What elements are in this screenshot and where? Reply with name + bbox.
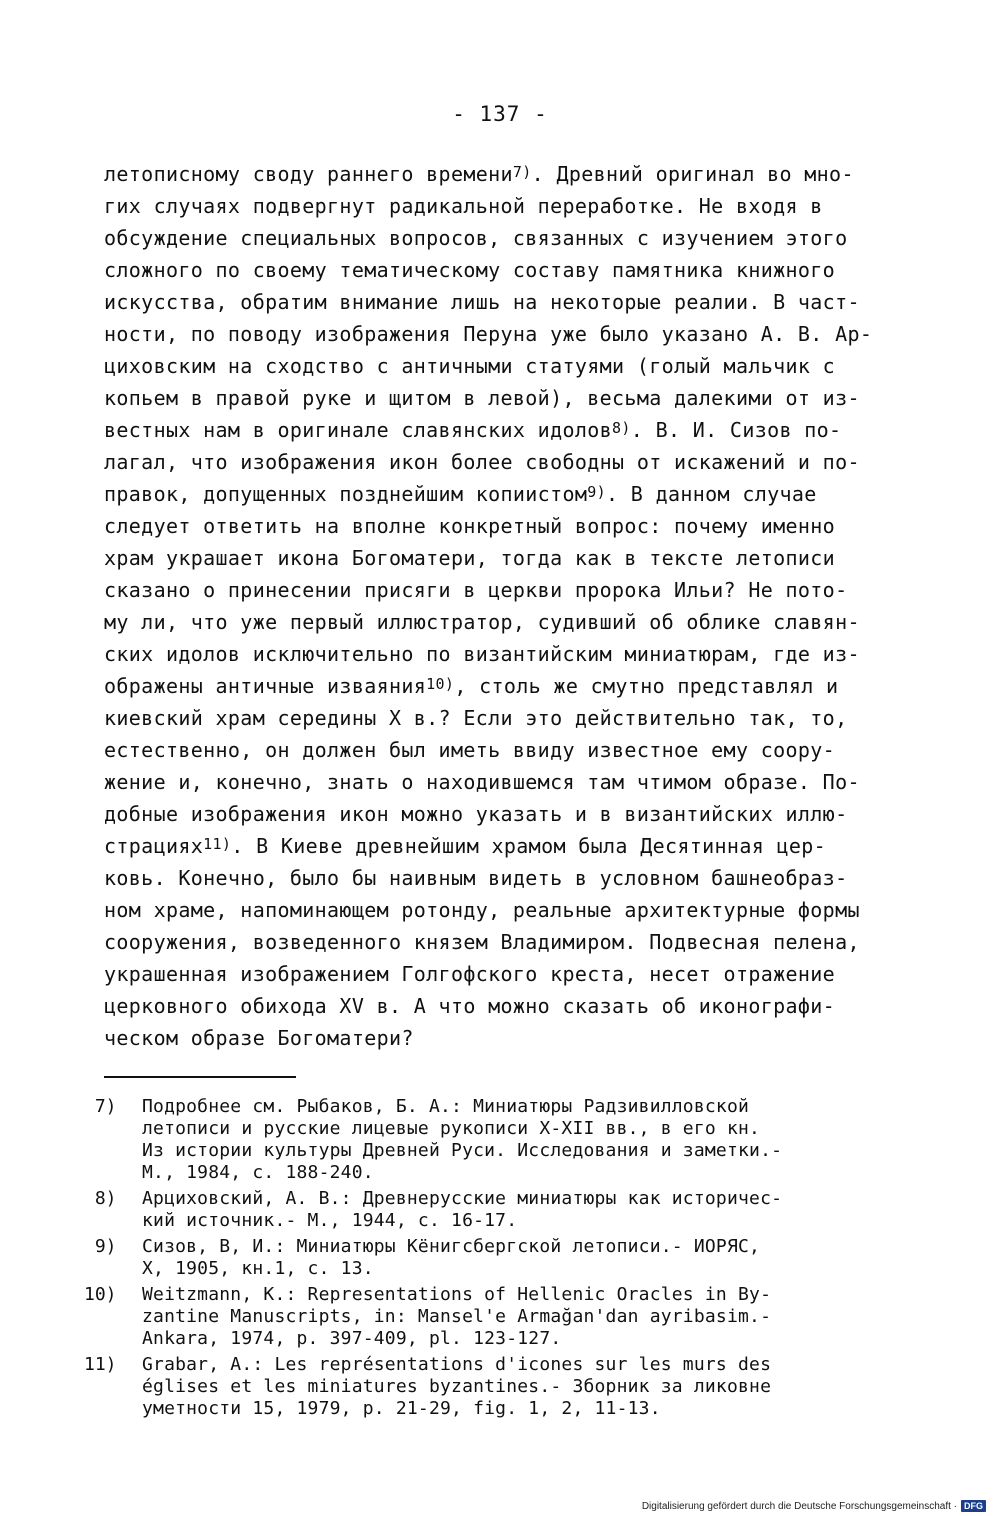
text-segment: гих случаях подвергнут радикальной переработке. Не входя в [104,194,823,218]
text-segment: . Древний оригинал во мно- [531,162,854,186]
footnote-line: М., 1984, с. 188-240. [142,1162,374,1183]
text-segment: ображены античные изваяния [104,674,427,698]
text-line [104,766,894,798]
text-segment: церковного обихода XV в. А что можно сказать об иконографи- [104,994,836,1018]
text-line [104,510,894,542]
text-segment: му ли, что уже первый иллюстратор, судивший об облике славян- [104,610,860,634]
text-segment: ских идолов исключительно по византийским миниатюрам, где из- [104,642,860,666]
text-segment: . В Киеве древнейшим храмом была Десятинная цер- [231,834,827,858]
footnote [84,1188,884,1232]
text-segment: циховским на сходство с античными статуями (голый мальчик с [104,354,836,378]
text-segment: копьем в правой руке и щитом в левой), весьма далекими от из- [104,386,860,410]
footnote-line: églises et les miniatures byzantines.- Зборник за ликовне [142,1376,772,1397]
text-line [104,702,894,734]
text-line [104,190,894,222]
footnote [84,1096,884,1184]
text-line [104,318,894,350]
footnote-line: Арциховский, А. В.: Древнерусские миниатюры как историчес- [142,1188,783,1209]
text-line [104,638,894,670]
text-line [104,926,894,958]
text-line [104,830,894,862]
text-segment: естественно, он должен был иметь ввиду известное ему соору- [104,738,836,762]
text-line [104,254,894,286]
footnote-reference: 7) [512,163,532,181]
text-segment: жение и, конечно, знать о находившемся там чтимом образе. По- [104,770,860,794]
text-line [104,542,894,574]
text-segment: сооружения, возведенного князем Владимиром. Подвесная пелена, [104,930,860,954]
footnote-number: 9) [84,1236,117,1257]
dfg-logo: DFG [961,1500,986,1512]
text-line [104,286,894,318]
text-segment: . В данном случае [606,482,817,506]
text-line [104,734,894,766]
text-segment: украшенная изображением Голгофского креста, несет отражение [104,962,836,986]
text-segment: добные изображения икон можно указать и в византийских иллю- [104,802,848,826]
text-segment: ческом образе Богоматери? [104,1026,414,1050]
digitization-credit [642,1500,986,1512]
text-segment: страциях [104,834,204,858]
footnote-line: Из истории культуры Древней Руси. Исследования и заметки.- [142,1140,783,1161]
text-segment: искусства, обратим внимание лишь на некоторые реалии. В част- [104,290,860,314]
text-segment: лагал, что изображения икон более свободны от искажений и по- [104,450,860,474]
text-segment: летописному своду раннего времени [104,162,513,186]
footnote [84,1284,884,1350]
footnote-reference: 10) [426,675,455,693]
text-line [104,382,894,414]
text-line [104,894,894,926]
footnote-number: 10) [84,1284,117,1305]
text-segment: правок, допущенных позднейшим копиистом [104,482,588,506]
text-segment: вестных нам в оригинале славянских идолов [104,418,613,442]
text-segment: . В. И. Сизов по- [630,418,842,442]
text-segment: киевский храм середины X в.? Если это действительно так, то, [104,706,848,730]
text-line [104,958,894,990]
footnote-reference: 8) [612,419,631,437]
text-line [104,478,894,510]
footnote-number: 11) [84,1354,117,1375]
text-segment: следует ответить на вполне конкретный вопрос: почему именно [104,514,836,538]
page-number: - 137 - [452,102,548,126]
text-segment: , столь же смутно представлял и [454,674,839,698]
text-segment: ности, по поводу изображения Перуна уже было указано А. В. Ар- [104,322,873,346]
text-segment: обсуждение специальных вопросов, связанных с изучением этого [104,226,848,250]
text-line [104,574,894,606]
footnote-separator [104,1076,296,1078]
footnote-line: уметности 15, 1979, p. 21-29, fig. 1, 2, 11-13. [142,1398,661,1419]
text-line [104,670,894,702]
text-line [104,862,894,894]
footnote-line: Ankara, 1974, p. 397-409, pl. 123-127. [142,1328,562,1349]
footnote-number: 8) [84,1188,117,1209]
footnote-line: X, 1905, кн.1, с. 13. [142,1258,374,1279]
text-segment: храм украшает икона Богоматери, тогда как в тексте летописи [104,546,836,570]
text-segment: ковь. Конечно, было бы наивным видеть в условном башнеобраз- [104,866,848,890]
footnote [84,1236,884,1280]
footnote-reference: 11) [203,835,232,853]
text-line [104,1022,894,1054]
text-line [104,158,894,190]
footnote-line: Grabar, A.: Les représentations d'icones sur les murs des [142,1354,772,1375]
text-segment: ном храме, напоминающем ротонду, реальные архитектурные формы [104,898,860,922]
text-line [104,350,894,382]
text-segment: сложного по своему тематическому составу памятника книжного [104,258,836,282]
text-segment: сказано о принесении присяги в церкви пророка Ильи? Не пото- [104,578,848,602]
text-line [104,222,894,254]
footnote-line: кий источник.- М., 1944, с. 16-17. [142,1210,518,1231]
footnote-number: 7) [84,1096,117,1117]
footnote-line: zantine Manuscripts, in: Mansel'e Armağan'dan ayribasim.- [142,1306,772,1327]
footnote-reference: 9) [587,483,607,501]
footnotes [84,1096,884,1424]
footnote-line: летописи и русские лицевые рукописи X-XII вв., в его кн. [142,1118,761,1139]
footnote-line: Weitzmann, K.: Representations of Hellenic Oracles in By- [142,1284,772,1305]
text-line [104,446,894,478]
credit-text: Digitalisierung gefördert durch die Deutsche Forschungsgemeinschaft · [641,1500,957,1512]
text-line [104,414,894,446]
text-line [104,798,894,830]
footnote-line: Подробнее см. Рыбаков, Б. А.: Миниатюры Радзивилловской [142,1096,750,1117]
body-text [104,158,894,1054]
text-line [104,606,894,638]
footnote [84,1354,884,1420]
footnote-line: Сизов, В, И.: Миниатюры Кёнигсбергской летописи.- ИОРЯС, [142,1236,761,1257]
text-line [104,990,894,1022]
